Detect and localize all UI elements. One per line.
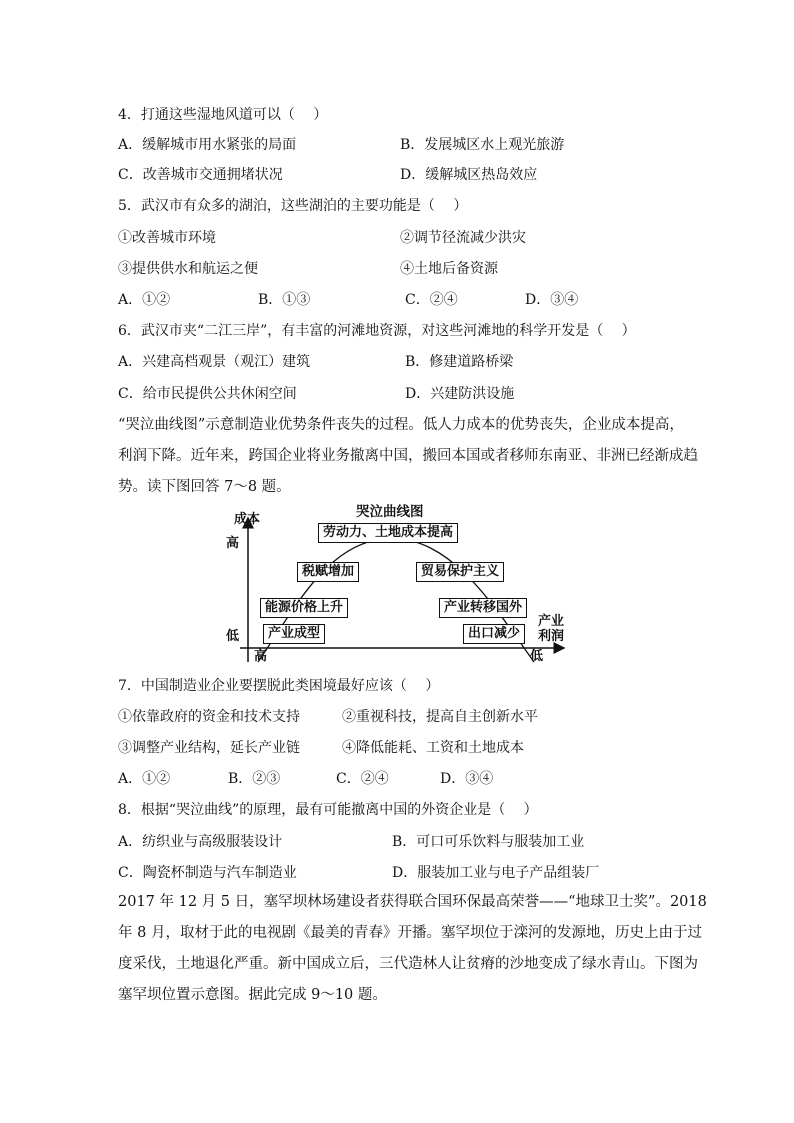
- intro-7-8-line: 利润下降。近年来，跨国企业将业务撤离中国，搬回本国或者移师东南亚、非洲已经渐成趋: [118, 448, 698, 464]
- q8-stem: 8．根据“哭泣曲线”的原理，最有可能撤离中国的外资企业是（ ）: [118, 802, 538, 818]
- q7-item-2: ②重视科技，提高自主创新水平: [342, 709, 538, 725]
- intro-7-8-line: “哭泣曲线图”示意制造业优势条件丧失的过程。低人力成本的优势丧失，企业成本提高，: [118, 417, 684, 433]
- box-labor-land-cost: 劳动力、土地成本提高: [318, 523, 458, 543]
- intro-9-10-line: 塞罕坝位置示意图。据此完成 9～10 题。: [118, 987, 387, 1003]
- q5-item-1: ①改善城市环境: [118, 230, 216, 246]
- diagram-title: 哭泣曲线图: [356, 504, 424, 520]
- box-trade-protectionism: 贸易保护主义: [416, 562, 504, 582]
- q6-option-a: A．兴建高档观景（观江）建筑: [118, 354, 311, 370]
- q7-option-b: B．②③: [228, 771, 281, 787]
- q4-option-b: B．发展城区水上观光旅游: [400, 137, 565, 153]
- x-axis-label-2: 利润: [538, 629, 565, 644]
- q6-option-d: D．兴建防洪设施: [405, 386, 515, 402]
- box-export-decrease: 出口减少: [463, 624, 525, 644]
- q7-option-c: C．②④: [336, 771, 389, 787]
- intro-9-10-line: 度采伐，土地退化严重。新中国成立后，三代造林人让贫瘠的沙地变成了绿水青山。下图为: [118, 956, 698, 972]
- q8-option-a: A．纺织业与高级服装设计: [118, 834, 283, 850]
- y-axis-label: 成本: [234, 512, 261, 527]
- q5-stem: 5．武汉市有众多的湖泊，这些湖泊的主要功能是（ ）: [118, 198, 468, 214]
- box-industry-formed: 产业成型: [263, 624, 325, 644]
- box-tax-increase: 税赋增加: [297, 562, 359, 582]
- box-energy-price: 能源价格上升: [260, 598, 348, 618]
- q7-option-d: D．③④: [440, 771, 494, 787]
- q7-item-4: ④降低能耗、工资和土地成本: [342, 740, 524, 756]
- intro-9-10-line: 2017 年 12 月 5 日，塞罕坝林场建设者获得联合国环保最高荣誉——“地球卫士奖”。2018: [118, 894, 707, 910]
- intro-7-8: [118, 410, 698, 503]
- q7-item-1: ①依靠政府的资金和技术支持: [118, 709, 300, 725]
- q6-option-c: C．给市民提供公共休闲空间: [118, 386, 297, 402]
- q5-option-d: D．③④: [525, 292, 579, 308]
- x-high-label: 高: [254, 649, 268, 664]
- q6-stem: 6．武汉市夹“二江三岸”，有丰富的河滩地资源，对这些河滩地的科学开发是（ ）: [118, 323, 636, 339]
- intro-9-10: [118, 887, 707, 1011]
- y-low-label: 低: [226, 629, 240, 644]
- q5-item-2: ②调节径流减少洪灾: [400, 230, 526, 246]
- q4-option-c: C．改善城市交通拥堵状况: [118, 167, 283, 183]
- q4-stem: 4．打通这些湿地风道可以（ ）: [118, 107, 328, 123]
- q5-option-c: C．②④: [405, 292, 458, 308]
- y-high-label: 高: [226, 536, 240, 551]
- q7-item-3: ③调整产业结构，延长产业链: [118, 740, 300, 756]
- q4-option-d: D．缓解城区热岛效应: [400, 167, 538, 183]
- x-axis-label-1: 产业: [538, 614, 565, 629]
- q5-option-b: B．①③: [258, 292, 311, 308]
- intro-9-10-line: 年 8 月，取材于此的电视剧《最美的青春》开播。塞罕坝位于滦河的发源地，历史上由于过: [118, 925, 702, 941]
- q6-option-b: B．修建道路桥梁: [405, 354, 514, 370]
- q8-option-c: C．陶瓷杯制造与汽车制造业: [118, 865, 297, 881]
- q7-option-a: A．①②: [118, 771, 171, 787]
- x-low-label: 低: [530, 649, 544, 664]
- q8-option-b: B．可口可乐饮料与服装加工业: [392, 834, 585, 850]
- q5-item-4: ④土地后备资源: [400, 261, 498, 277]
- q5-option-a: A．①②: [118, 292, 171, 308]
- q5-item-3: ③提供供水和航运之便: [118, 261, 258, 277]
- intro-7-8-line: 势。读下图回答 7～8 题。: [118, 479, 291, 495]
- q4-option-a: A．缓解城市用水紧张的局面: [118, 137, 297, 153]
- q8-option-d: D．服装加工业与电子产品组装厂: [392, 865, 600, 881]
- q7-stem: 7．中国制造业企业要摆脱此类困境最好应该（ ）: [118, 678, 440, 694]
- box-industry-transfer: 产业转移国外: [439, 598, 527, 618]
